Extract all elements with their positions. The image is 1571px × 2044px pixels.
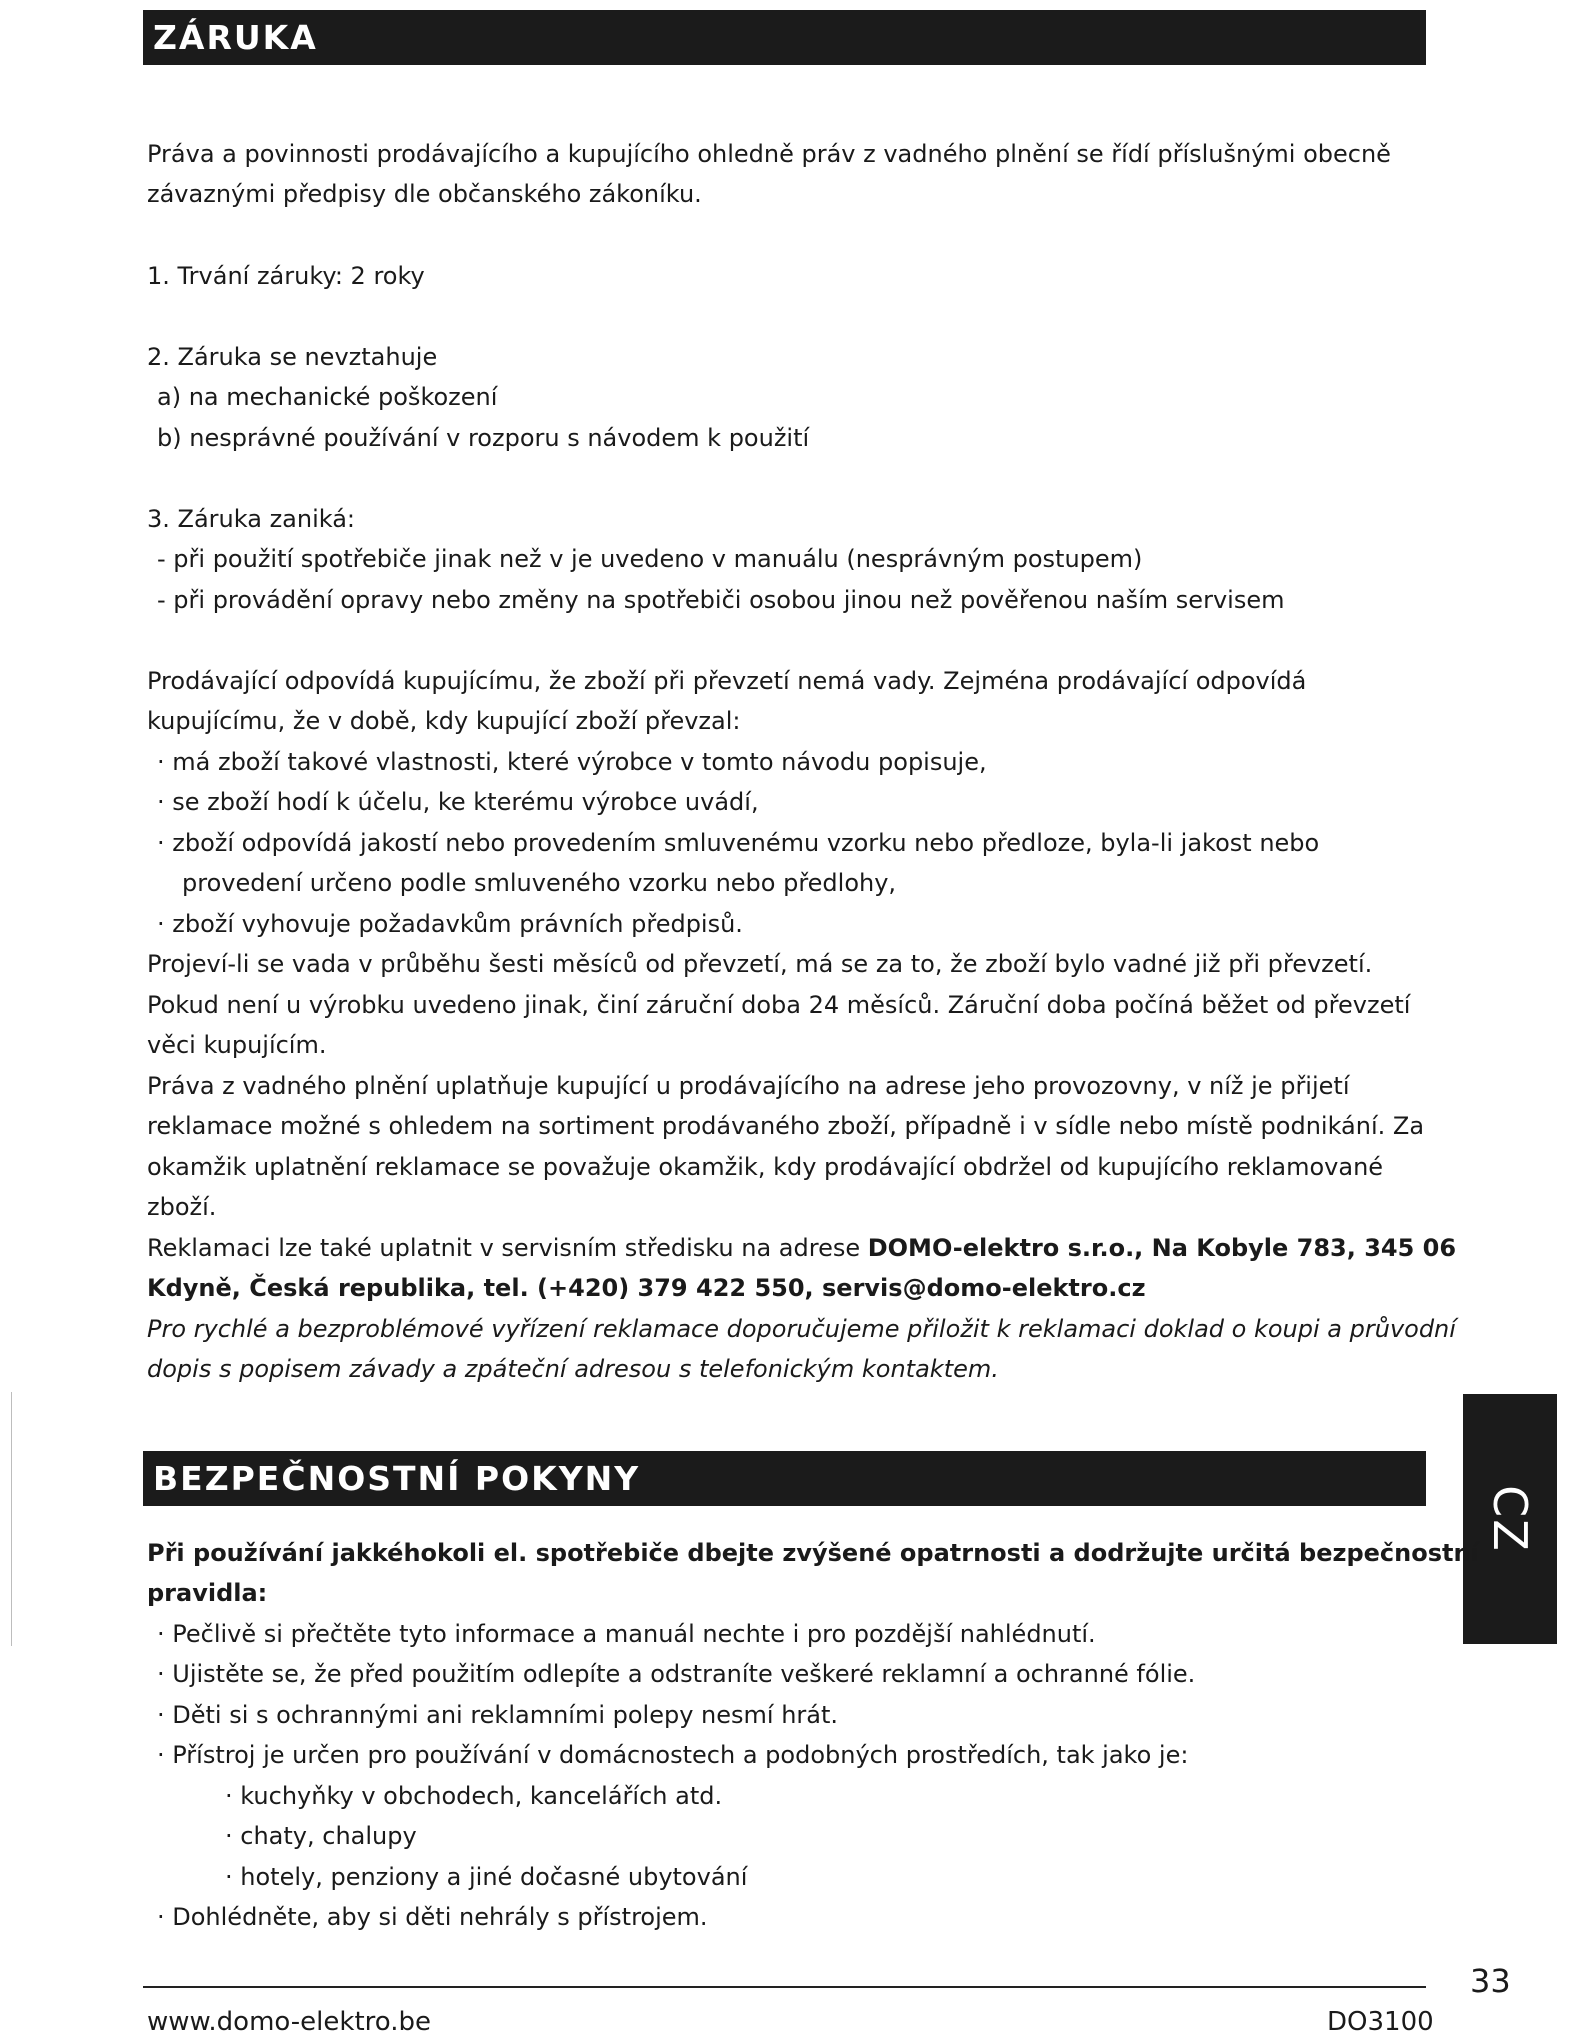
defect-line-2: Pokud není u výrobku uvedeno jinak, činí záruční doba 24 měsíců. Záruční doba počíná běžet od převzetí	[147, 991, 1411, 1019]
defect-line-3: věci kupujícím.	[147, 1031, 327, 1059]
warranty-item-2: 2. Záruka se nevztahuje	[147, 343, 438, 371]
safety-lead-line-1: Při používání jakkéhokoli el. spotřebiče dbejte zvýšené opatrnosti a dodržujte určitá bezpečnostní	[147, 1539, 1479, 1567]
safety-item-4b: · chaty, chalupy	[225, 1822, 417, 1850]
warranty-item-3a: - při použití spotřebiče jinak než v je uvedeno v manuálu (nesprávným postupem)	[157, 545, 1143, 573]
defect-line-1: Projeví-li se vada v průběhu šesti měsíců od převzetí, má se za to, že zboží bylo vadné již při převzetí.	[147, 950, 1373, 978]
seller-bullet-2: · se zboží hodí k účelu, ke kterému výrobce uvádí,	[157, 788, 759, 816]
safety-item-4: · Přístroj je určen pro používání v domácnostech a podobných prostředích, tak jako je:	[157, 1741, 1189, 1769]
seller-bullet-1: · má zboží takové vlastnosti, které výrobce v tomto návodu popisuje,	[157, 748, 987, 776]
seller-line-2: kupujícímu, že v době, kdy kupující zboží převzal:	[147, 707, 741, 735]
note-line-1: Pro rychlé a bezproblémové vyřízení reklamace doporučujeme přiložit k reklamaci doklad o koupi a průvodní	[147, 1315, 1456, 1343]
seller-bullet-3a: · zboží odpovídá jakostí nebo provedením smluvenému vzorku nebo předloze, byla-li jakost nebo	[157, 829, 1320, 857]
warranty-item-2b: b) nesprávné používání v rozporu s návodem k použití	[157, 424, 810, 452]
service-line-1	[147, 1234, 1456, 1262]
footer-divider	[143, 1986, 1426, 1988]
claim-line-4: zboží.	[147, 1193, 217, 1221]
section-header-safety: BEZPEČNOSTNÍ POKYNY	[143, 1451, 1426, 1506]
warranty-item-3: 3. Záruka zaniká:	[147, 505, 356, 533]
seller-bullet-3b: provedení určeno podle smluveného vzorku nebo předlohy,	[182, 869, 897, 897]
service-line-2: Kdyně, Česká republika, tel. (+420) 379 422 550, servis@domo-elektro.cz	[147, 1274, 1146, 1302]
footer-url: www.domo-elektro.be	[147, 2007, 431, 2037]
language-tab	[1463, 1394, 1557, 1644]
page-number: 33	[1470, 1962, 1511, 2000]
footer-model: DO3100	[1327, 2007, 1434, 2037]
warranty-item-2a: a) na mechanické poškození	[157, 383, 498, 411]
warranty-intro-line-2: závaznými předpisy dle občanského zákoníku.	[147, 180, 702, 208]
claim-line-3: okamžik uplatnění reklamace se považuje okamžik, kdy prodávající obdržel od kupujícího reklamované	[147, 1153, 1384, 1181]
claim-line-1: Práva z vadného plnění uplatňuje kupující u prodávajícího na adrese jeho provozovny, v níž je přijetí	[147, 1072, 1350, 1100]
seller-bullet-4: · zboží vyhovuje požadavkům právních předpisů.	[157, 910, 743, 938]
language-tab-label: CZ	[1483, 1485, 1537, 1553]
warranty-intro-line-1: Práva a povinnosti prodávajícího a kupujícího ohledně práv z vadného plnění se řídí příslušnými obecně	[147, 140, 1391, 168]
seller-line-1: Prodávající odpovídá kupujícímu, že zboží při převzetí nemá vady. Zejména prodávající odpovídá	[147, 667, 1307, 695]
service-address: DOMO-elektro s.r.o., Na Kobyle 783, 345 06	[867, 1234, 1457, 1262]
warranty-item-1: 1. Trvání záruky: 2 roky	[147, 262, 425, 290]
section-header-warranty: ZÁRUKA	[143, 10, 1426, 65]
note-line-2: dopis s popisem závady a zpáteční adresou s telefonickým kontaktem.	[147, 1355, 999, 1383]
left-margin-line	[11, 1392, 12, 1646]
safety-item-4c: · hotely, penziony a jiné dočasné ubytování	[225, 1863, 748, 1891]
safety-item-4a: · kuchyňky v obchodech, kancelářích atd.	[225, 1782, 723, 1810]
safety-lead-line-2: pravidla:	[147, 1579, 268, 1607]
warranty-item-3b: - při provádění opravy nebo změny na spotřebiči osobou jinou než pověřenou naším servisem	[157, 586, 1285, 614]
safety-item-2: · Ujistěte se, že před použitím odlepíte a odstraníte veškeré reklamní a ochranné fólie.	[157, 1660, 1196, 1688]
safety-item-5: · Dohlédněte, aby si děti nehrály s přístrojem.	[157, 1903, 708, 1931]
claim-line-2: reklamace možné s ohledem na sortiment prodávaného zboží, případně i v sídle nebo místě podnikání. Za	[147, 1112, 1425, 1140]
safety-item-3: · Děti si s ochrannými ani reklamními polepy nesmí hrát.	[157, 1701, 839, 1729]
safety-item-1: · Pečlivě si přečtěte tyto informace a manuál nechte i pro pozdější nahlédnutí.	[157, 1620, 1096, 1648]
service-prefix: Reklamaci lze také uplatnit v servisním středisku na adrese	[147, 1234, 868, 1262]
